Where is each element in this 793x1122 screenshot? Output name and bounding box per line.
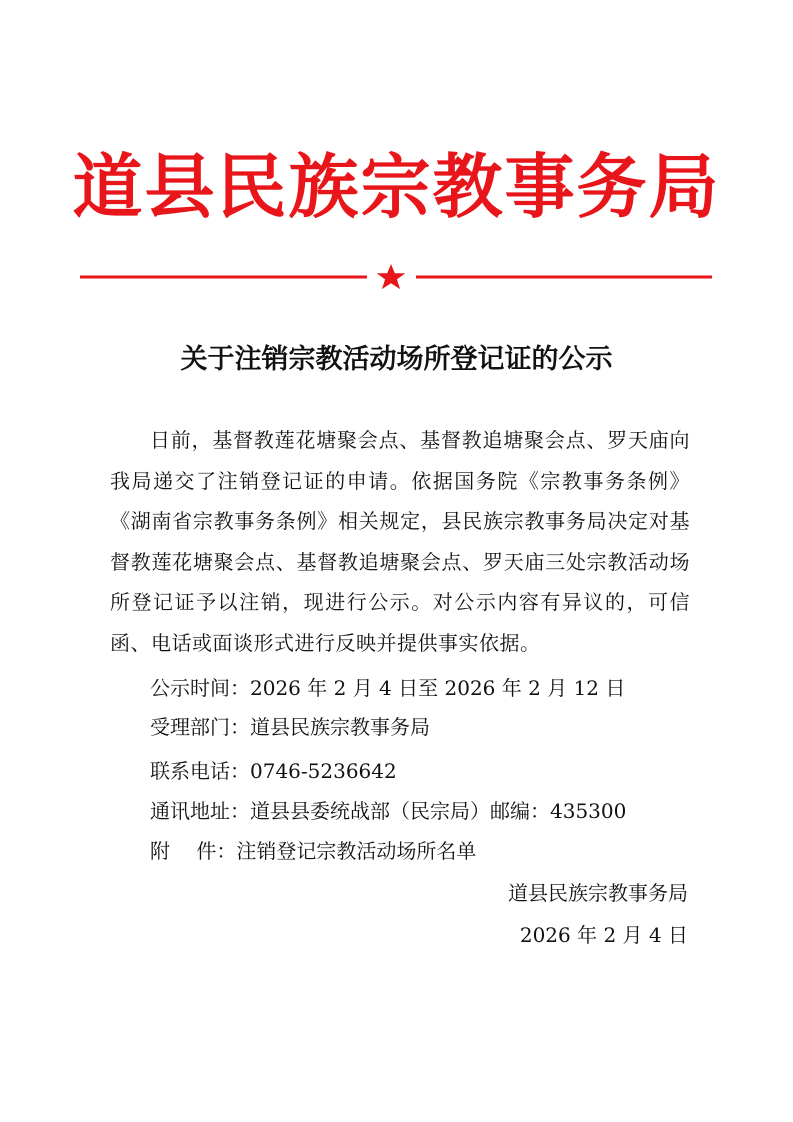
star-icon	[377, 264, 406, 289]
contact-phone: 联系电话：0746-5236642	[150, 759, 397, 783]
signature-date: 2026 年 2 月 4 日	[519, 923, 688, 947]
signature-organization: 道县民族宗教事务局	[508, 881, 688, 905]
notice-body: 日前，基督教莲花塘聚会点、基督教追塘聚会点、罗天庙向我局递交了注销登记证的申请。依据国务院《宗教事务条例》《湖南省宗教事务条例》相关规定，县民族宗教事务局决定对基督教莲花塘聚会点、基督教追塘聚会点、罗天庙三处宗教活动场所登记证予以注销，现进行公示。对公示内容有异议的，可信函、电话或面谈形式进行反映并提供事实依据。	[110, 428, 690, 655]
red-divider-with-star	[80, 262, 712, 302]
accepting-department: 受理部门：道县民族宗教事务局	[150, 715, 430, 739]
attachment-note: 附 件：注销登记宗教活动场所名单	[150, 839, 477, 863]
mailing-address: 通讯地址：道县县委统战部（民宗局）邮编：435300	[150, 799, 627, 823]
publicity-period: 公示时间：2026 年 2 月 4 日至 2026 年 2 月 12 日	[150, 676, 626, 700]
notice-title: 关于注销宗教活动场所登记证的公示	[180, 344, 613, 375]
agency-masthead: 道县民族宗教事务局	[72, 146, 721, 228]
